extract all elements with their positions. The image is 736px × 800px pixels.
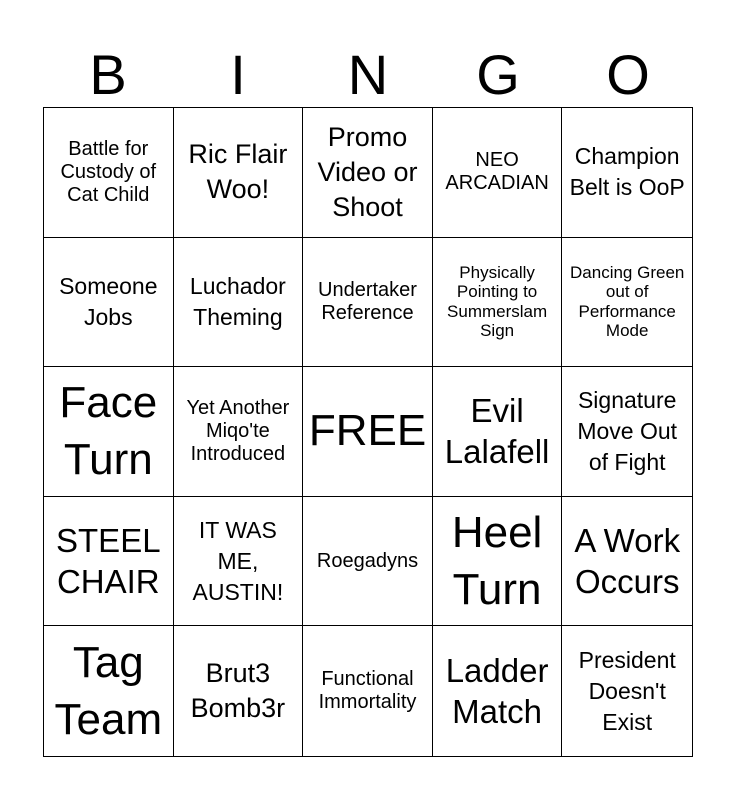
cell-label: Brut3 Bomb3r bbox=[190, 658, 286, 724]
bingo-cell-r1c1[interactable] bbox=[44, 108, 174, 238]
bingo-cell-free[interactable] bbox=[303, 367, 433, 497]
cell-label: Physically Pointing to Summerslam Sign bbox=[447, 262, 548, 341]
cell-label: Promo Video or Shoot bbox=[317, 121, 418, 222]
cell-label: Dancing Green out of Performance Mode bbox=[570, 262, 685, 341]
bingo-cell-r4c3[interactable] bbox=[303, 497, 433, 627]
bingo-cell-r5c4[interactable] bbox=[433, 626, 563, 756]
bingo-cell-r4c5[interactable] bbox=[562, 497, 692, 627]
bingo-cell-r2c5[interactable] bbox=[562, 238, 692, 368]
cell-label: Battle for Custody of Cat Child bbox=[60, 137, 157, 206]
bingo-cell-r1c3[interactable] bbox=[303, 108, 433, 238]
bingo-cell-r3c2[interactable] bbox=[174, 367, 304, 497]
bingo-cell-r1c2[interactable] bbox=[174, 108, 304, 238]
header-letter-n: N bbox=[347, 43, 389, 106]
bingo-cell-r2c3[interactable] bbox=[303, 238, 433, 368]
header-letter-i: I bbox=[230, 43, 246, 106]
cell-label: Champion Belt is OoP bbox=[569, 143, 685, 201]
bingo-cell-r2c2[interactable] bbox=[174, 238, 304, 368]
bingo-cell-r5c5[interactable] bbox=[562, 626, 692, 756]
free-space-label: FREE bbox=[308, 406, 427, 456]
bingo-cell-r4c1[interactable] bbox=[44, 497, 174, 627]
cell-label: Ric Flair Woo! bbox=[188, 139, 288, 205]
cell-label: Roegadyns bbox=[316, 549, 419, 572]
bingo-cell-r4c2[interactable] bbox=[174, 497, 304, 627]
cell-label: Undertaker Reference bbox=[318, 278, 417, 324]
cell-label: A Work Occurs bbox=[574, 521, 681, 601]
header-letter-o: O bbox=[606, 43, 650, 106]
header-letter-b: B bbox=[89, 43, 127, 106]
bingo-cell-r2c1[interactable] bbox=[44, 238, 174, 368]
bingo-cell-r5c3[interactable] bbox=[303, 626, 433, 756]
bingo-cell-r5c1[interactable] bbox=[44, 626, 174, 756]
bingo-cell-r2c4[interactable] bbox=[433, 238, 563, 368]
cell-label: Luchador Theming bbox=[189, 272, 286, 330]
bingo-cell-r1c4[interactable] bbox=[433, 108, 563, 238]
bingo-cell-r4c4[interactable] bbox=[433, 497, 563, 627]
cell-label: STEEL CHAIR bbox=[56, 521, 161, 601]
bingo-cell-r3c4[interactable] bbox=[433, 367, 563, 497]
cell-label: Heel Turn bbox=[451, 507, 543, 615]
bingo-header bbox=[43, 42, 693, 108]
bingo-cell-r5c2[interactable] bbox=[174, 626, 304, 756]
cell-label: Yet Another Miqo'te Introduced bbox=[186, 396, 290, 465]
cell-label: Evil Lalafell bbox=[444, 392, 550, 471]
cell-label: NEO ARCADIAN bbox=[445, 149, 549, 195]
cell-label: Someone Jobs bbox=[59, 272, 158, 330]
bingo-cell-r1c5[interactable] bbox=[562, 108, 692, 238]
cell-label: Ladder Match bbox=[445, 651, 549, 731]
header-letter-g: G bbox=[476, 43, 520, 106]
cell-label: President Doesn't Exist bbox=[578, 646, 676, 735]
cell-label: Functional Immortality bbox=[318, 668, 417, 714]
bingo-cell-r3c1[interactable] bbox=[44, 367, 174, 497]
cell-label: Tag Team bbox=[54, 638, 163, 745]
cell-label: IT WAS ME, AUSTIN! bbox=[192, 516, 284, 605]
cell-label: Signature Move Out of Fight bbox=[577, 386, 678, 476]
cell-label: Face Turn bbox=[59, 378, 158, 485]
bingo-cell-r3c5[interactable] bbox=[562, 367, 692, 497]
bingo-board bbox=[43, 107, 693, 757]
